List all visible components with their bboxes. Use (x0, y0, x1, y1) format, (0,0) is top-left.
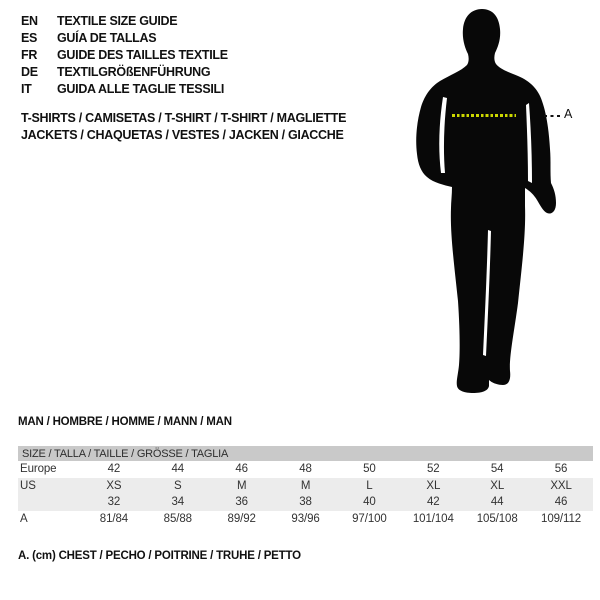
size-cell: 40 (363, 496, 376, 509)
row-label: A (20, 512, 28, 525)
size-cell: 56 (554, 463, 568, 476)
man-silhouette (408, 5, 572, 397)
table-row (18, 511, 593, 528)
size-cell: M (236, 479, 247, 492)
language-code: IT (21, 81, 32, 96)
table-row (18, 478, 593, 495)
row-label: Europe (20, 463, 57, 476)
language-row (21, 63, 228, 80)
table-row (18, 494, 593, 511)
size-cell: 42 (107, 463, 121, 476)
table-row (18, 461, 593, 478)
language-row (21, 47, 228, 64)
measure-label-a: A (564, 107, 573, 121)
language-code: ES (21, 31, 38, 46)
size-cell: 42 (427, 496, 440, 509)
size-cell: XL (426, 479, 441, 492)
size-cell: 105/108 (476, 512, 518, 525)
size-cell: 50 (363, 463, 376, 476)
size-cell: 44 (490, 496, 504, 509)
language-code: EN (21, 14, 38, 29)
section-title-man: MAN / HOMBRE / HOMME / MANN / MAN (18, 416, 232, 428)
category-line-jackets: JACKETS / CHAQUETAS / VESTES / JACKEN / GIACCHE (21, 128, 344, 142)
size-cell: 109/112 (541, 512, 582, 525)
size-cell: 101/104 (412, 512, 454, 525)
size-cell: M (300, 479, 311, 492)
language-title: TEXTILGRÖßENFÜHRUNG (57, 64, 211, 79)
size-table-header: SIZE / TALLA / TAILLE / GRÖSSE / TAGLIA (18, 446, 593, 461)
size-table (18, 446, 593, 527)
language-title: TEXTILE SIZE GUIDE (57, 14, 178, 29)
language-code: FR (21, 47, 38, 62)
language-code: DE (21, 64, 38, 79)
size-cell: L (366, 479, 373, 492)
size-cell: 38 (299, 496, 312, 509)
language-title: GUÍA DE TALLAS (57, 31, 157, 46)
size-cell: S (174, 479, 182, 492)
chest-measure-dashes-on-body (452, 114, 516, 117)
size-cell: XXL (550, 479, 572, 492)
language-legend (21, 13, 228, 97)
language-row (21, 80, 228, 97)
size-cell: 54 (490, 463, 504, 476)
man-silhouette-graphic (408, 5, 572, 397)
size-cell: 81/84 (99, 512, 129, 525)
garment-categories (21, 110, 346, 144)
size-cell: 89/92 (227, 512, 256, 525)
category-line-tshirts: T-SHIRTS / CAMISETAS / T-SHIRT / T-SHIRT / MAGLIETTE (21, 111, 347, 125)
chest-measure-dashes-leader (544, 115, 561, 117)
footnote-chest: A. (cm) CHEST / PECHO / POITRINE / TRUHE / PETTO (18, 550, 301, 562)
size-cell: 85/88 (163, 512, 192, 525)
size-cell: 34 (171, 496, 185, 509)
size-cell: 52 (427, 463, 440, 476)
size-cell: 36 (235, 496, 248, 509)
language-row (21, 13, 228, 30)
size-cell: 32 (107, 496, 121, 509)
size-cell: 93/96 (291, 512, 320, 525)
size-cell: 97/100 (352, 512, 387, 525)
size-cell: 46 (554, 496, 568, 509)
size-cell: 48 (299, 463, 312, 476)
size-cell: 44 (171, 463, 185, 476)
language-title: GUIDE DES TAILLES TEXTILE (57, 47, 228, 62)
row-label: US (20, 479, 36, 492)
size-cell: XL (490, 479, 505, 492)
language-title: GUIDA ALLE TAGLIE TESSILI (57, 81, 225, 96)
size-cell: XS (106, 479, 122, 492)
language-row (21, 30, 228, 47)
size-cell: 46 (235, 463, 248, 476)
